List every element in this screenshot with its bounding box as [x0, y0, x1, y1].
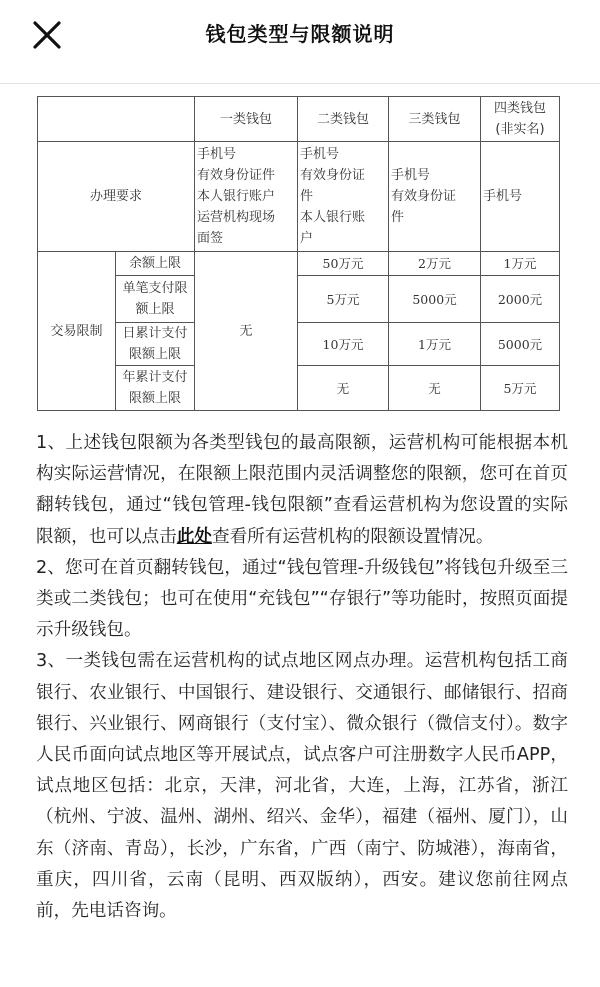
req-line: 有效身份证 — [300, 168, 366, 183]
requirement-wallet-1 — [195, 142, 298, 252]
requirement-label: 办理要求 — [38, 142, 195, 252]
table-corner-cell — [38, 97, 195, 142]
limit-row-balance — [38, 252, 560, 276]
limit-value: 1万元 — [389, 323, 481, 366]
note-1-text-end: 查看所有运营机构的限额设置情况。 — [211, 526, 494, 547]
limit-row-single — [38, 276, 560, 323]
limit-value: 1万元 — [481, 252, 560, 276]
req-line: 手机号 — [391, 168, 431, 183]
wallet-limits-table — [37, 96, 560, 411]
transaction-limit-label: 交易限制 — [38, 252, 116, 411]
req-line: 件 — [300, 189, 314, 204]
limit-label-line: 单笔支付限 — [122, 281, 188, 296]
limit-value: 50万元 — [298, 252, 389, 276]
view-all-limits-link[interactable]: 此处 — [176, 526, 212, 547]
limit-label — [116, 366, 195, 411]
limit-label-line: 限额上限 — [128, 391, 181, 406]
limit-value: 10万元 — [298, 323, 389, 366]
header-wallet-2: 二类钱包 — [298, 97, 389, 142]
header-wallet-4 — [481, 97, 560, 142]
req-line: 手机号 — [197, 147, 237, 162]
req-line: 有效身份证件 — [197, 168, 276, 183]
req-line: 有效身份证 — [391, 189, 457, 204]
note-1-text: 1、上述钱包限额为各类型钱包的最高限额，运营机构可能根据本机构实际运营情况，在限额上限范围内灵活调整您的限额，您可在首页翻转钱包，通过“钱包管理-钱包限额”查看运营机构为您设置的实际限额，也可以点击 — [36, 433, 568, 547]
limit-label — [116, 323, 195, 366]
header-wallet-4-note: (非实名) — [495, 122, 545, 137]
limit-label-line: 年累计支付 — [122, 370, 188, 385]
limit-value: 2000元 — [481, 276, 560, 323]
limit-label — [116, 252, 195, 276]
notes-section — [36, 428, 568, 927]
table-header-row — [38, 97, 560, 142]
limit-label-line: 日累计支付 — [122, 326, 188, 341]
req-line: 本人银行账户 — [197, 189, 276, 204]
note-paragraph-1 — [36, 428, 568, 553]
top-bar — [0, 0, 600, 84]
header-wallet-3: 三类钱包 — [389, 97, 481, 142]
limit-value: 5万元 — [481, 366, 560, 411]
header-wallet-1: 一类钱包 — [195, 97, 298, 142]
req-line: 面签 — [197, 231, 224, 246]
req-line: 本人银行账 — [300, 210, 366, 225]
limit-value: 5万元 — [298, 276, 389, 323]
note-paragraph-2: 2、您可在首页翻转钱包，通过“钱包管理-升级钱包”将钱包升级至三类或二类钱包；也可在使用“充钱包”“存银行”等功能时，按照页面提示升级钱包。 — [36, 557, 568, 641]
requirement-wallet-3 — [389, 142, 481, 252]
limit-label-line: 余额上限 — [128, 256, 181, 271]
limit-label — [116, 276, 195, 323]
note-paragraph-3: 3、一类钱包需在运营机构的试点地区网点办理。运营机构包括工商银行、农业银行、中国银行、建设银行、交通银行、邮储银行、招商银行、兴业银行、网商银行（支付宝）、微众银行（微信支付）。数字人民币面向试点地区等开展试点，试点客户可注册数字人民币APP，试点地区包括：北京，天津，河北省，大连，上海，江苏省，浙江（杭州、宁波、温州、湖州、绍兴、金华），福建（福州、厦门），山东（济南、青岛），长沙，广东省，广西（南宁、防城港），海南省，重庆，四川省，云南（昆明、西双版纳），西安。建议您前往网点前，先电话咨询。 — [36, 651, 568, 922]
limit-value: 无 — [389, 366, 481, 411]
requirement-row — [38, 142, 560, 252]
limit-label-line: 额上限 — [135, 302, 175, 317]
header-wallet-4-name: 四类钱包 — [493, 101, 546, 116]
requirement-wallet-4 — [481, 142, 560, 252]
limit-value: 5000元 — [481, 323, 560, 366]
req-line: 户 — [300, 231, 314, 246]
req-line: 手机号 — [483, 189, 523, 204]
wallet-1-limit: 无 — [195, 252, 298, 411]
limit-row-daily — [38, 323, 560, 366]
requirement-wallet-2 — [298, 142, 389, 252]
req-line: 运营机构现场 — [197, 210, 276, 225]
req-line: 件 — [391, 210, 405, 225]
limit-row-yearly — [38, 366, 560, 411]
limit-value: 5000元 — [389, 276, 481, 323]
limit-label-line: 限额上限 — [128, 347, 181, 362]
req-line: 手机号 — [300, 147, 340, 162]
limit-value: 2万元 — [389, 252, 481, 276]
limit-value: 无 — [298, 366, 389, 411]
page-title: 钱包类型与限额说明 — [205, 22, 395, 46]
